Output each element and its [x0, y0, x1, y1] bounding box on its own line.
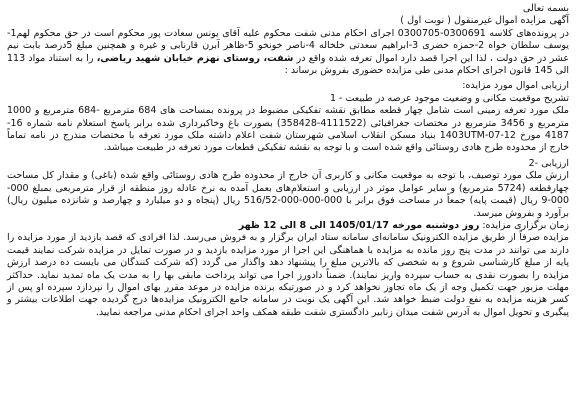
property-location: شفت، روستای نهزم خیابان شهید ریاضی،	[96, 52, 294, 64]
basmala: بسمه تعالی	[522, 3, 569, 14]
item2-body: ارزش ملک مورد توصیف، با توجه به موقعیت مکانی و کاربری آن خارج از محدوده طرح هادی روستائی واقع شده (باغی) و مقدار کل مساحت چهارقطعه (5724 مترمربع) و سایر عوامل موثر در ارزیابی و استعلام‌های بعمل آمده به نرخ عادله روز منطقه از قرار مترمربعی بمبلغ 000-000-9 ریال (قیمت پایه) جمعاً در مساحت فوق برابر با 000-000-000-516/52 ریال (پنجاه و دو میلیارد و چهارصد و شانزده میلیون ریال) برآورد و بفروش میرسد.	[7, 170, 569, 219]
item1-body: ملک مورد تعرفه زمینی است شامل چهار قطعه مطابق نقشه تفکیکی مضبوط در پرونده بمساحت های 684 مترمربع -684 مترمربع و 1000 مترمربع و 3456 مترمربع در مختصات جغرافیائی (4111522-358428) بصورت باغ وخاکبرداری شده برابر پاسخ استعلام نامه شماره 16-4187 مورخ 12-07-1403UTM بنیاد مسکن انقلاب اسلامی شهرستان شفت اعلام داشته ملک مورد تعرفه با مختصات مندرج در نامه تماماً خارج از محدوده طرح هادی روستائی واقع شده است و با توجه به نقشه تفکیکی قطعات مورد تعرفه در طبیعت میباشد.	[7, 105, 570, 154]
auction-time	[7, 220, 569, 232]
auction-date: روز دوشنبه مورخه 1405/01/17 الی 8 الی 12 ظهر	[238, 219, 480, 231]
auction-time-label: زمان برگزاری مزایده:	[479, 219, 569, 231]
intro-suffix: را به استناد مواد 113 الی 145 قانون اجرای احکام مدنی طی مزایده حضوری بفروش برساند :	[7, 52, 569, 77]
closing-paragraph: مزایده صرفاً از طریق مزایده الکترونیک سامانه‌ای سامانه ستاد ایران برگزار و به فروش می‌رسد. لذا افرادی که قصد بازدید از مورد مزایده را دارند می توانند در مدت پنج روز مانده به مزایده با هماهنگی این اجرا از مورد مزایده بازدید و در صورت تمایل در مزایده شرکت نمایند قیمت پایه از مبلغ کارشناسی شروع و به شخصی که بالاترین مبلغ را پیشنهاد دهد واگذار می گردد (که شرکت کنندگان می بایست ده درصد ارزش مزایده را بصورت نقدی به حساب سپرده واریز نمایند). ضمناً دادورز اجرا می تواند پرداخت مابقی بها را به مدت یک ماه تمدید نماید. حداکثر مهلت مزبور جهت تکمیل وجه از یک ماه تجاوز نخواهد کرد و در صورتیکه برنده مزایده در موعد مقرر بهای اموال را نپردازد سپرده او پس از کسر هزینه مزایده به نفع دولت ضبط خواهد شد. این آگهی یک نوبت در سامانه جامع الکترونیک مزایده‌ها درج گردیده جهت اطلاعات بیشتر و پیگیری و تحویل اموال به آدرس شفت میدان زنابیر دادگستری شفت طبقه همکف واحد اجرای احکام مدنی مراجعه نمایید.	[7, 232, 569, 318]
intro-prefix: در پرونده‌های کلاسه 0300691-0300705 اجرای احکام مدنی شفت محکوم علیه آقای یونس سعادت پور محکوم است در حق محکوم لهم1-یوسف سلطان خواه 2-حمزه خضری 3-ابراهیم سعدتی خلخاله 4-ناصر خونخو 5-ظاهر آبرن قارنابی و غیره و همچنین مبلغ 5درصد بابت نیم عشر در حق دولت ، لذا این اجرا قصد دارد اموال تعرفه شده واقع در	[7, 27, 570, 64]
section-title: ارزیابی اموال مورد مزایده:	[462, 80, 569, 92]
item2-heading: ارزیابی -2	[528, 157, 569, 169]
auction-notice	[7, 3, 569, 319]
notice-title: آگهی مزایده اموال غیرمنقول ( نوبت اول )	[400, 15, 569, 27]
intro-paragraph	[7, 28, 569, 78]
item1-heading: تشریح موقعیت مکانی و وضعیت موجود عرصه در طبیعت - 1	[329, 92, 569, 104]
